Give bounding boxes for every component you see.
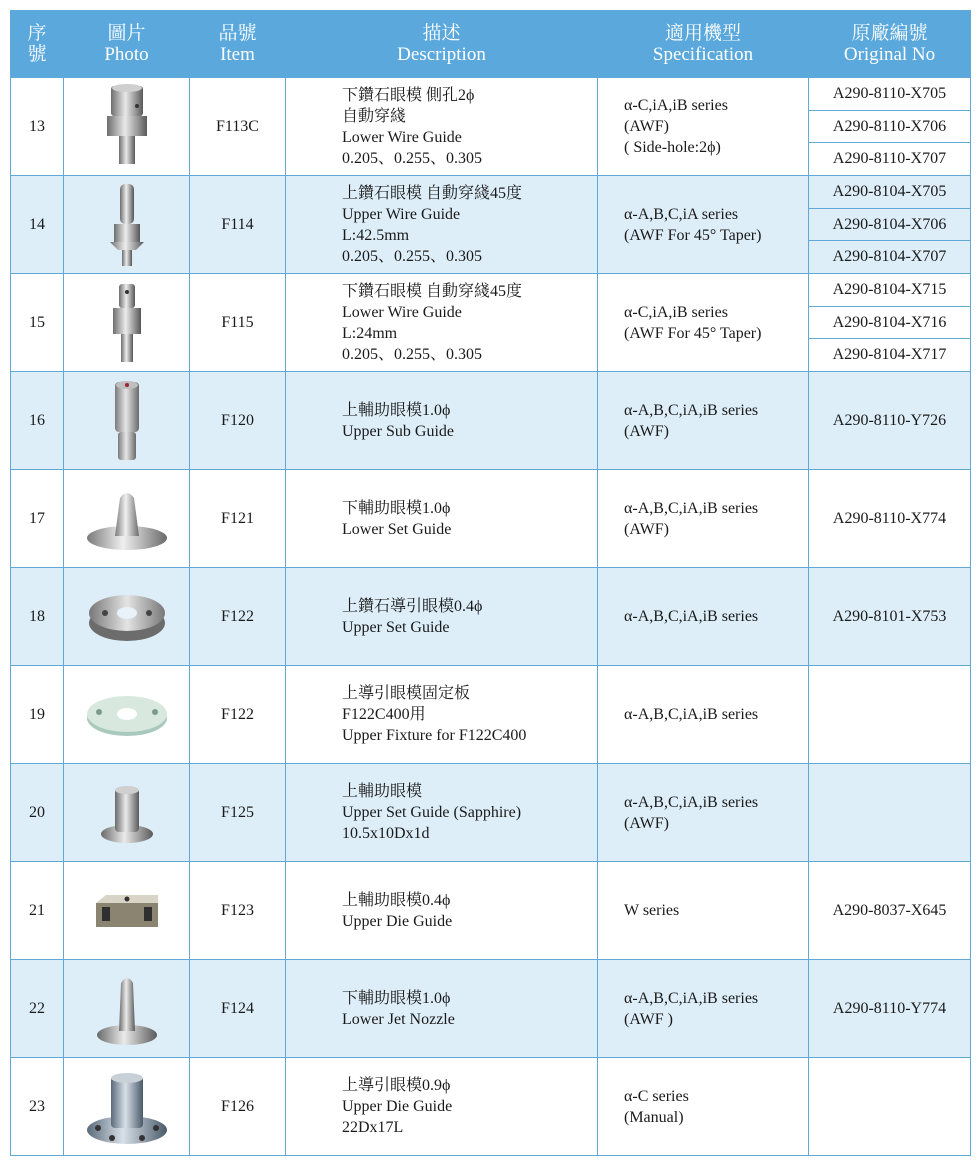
lower-wire-guide-45-photo (64, 274, 190, 372)
description-cell (286, 1058, 598, 1156)
specification-line: α-C,iA,iB series (624, 97, 728, 114)
original-number: A290-8110-X707 (832, 150, 947, 168)
original-number-stack (809, 274, 970, 371)
specification-line: α-A,B,C,iA,iB series (624, 706, 759, 723)
specification-cell (598, 568, 809, 666)
description-line: Upper Wire Guide (342, 205, 461, 223)
original-number-cell: A290-8037-X645 (809, 862, 971, 960)
description-cell (286, 274, 598, 372)
upper-die-guide-block-photo (64, 862, 190, 960)
specification-line: α-C series (624, 1087, 689, 1105)
original-number-cell: A290-8110-X774 (809, 470, 971, 568)
header-specification-en: Specification (652, 44, 754, 65)
specification-line: α-A,B,C,iA,iB series (624, 608, 759, 625)
specification-line: (AWF For 45° Taper) (624, 324, 762, 342)
original-number-cell: A290-8101-X753 (809, 568, 971, 666)
item-code: F122 (190, 568, 286, 666)
specification-line: α-A,B,C,iA,iB series (624, 499, 759, 517)
original-number-cell: A290-8110-Y726 (809, 372, 971, 470)
header-description-en: Description (397, 44, 486, 65)
description-line: 上輔助眼模0.4ϕ (342, 891, 451, 909)
original-number: A290-8104-X716 (809, 307, 970, 340)
description-line: Lower Wire Guide (342, 303, 462, 321)
description-cell (286, 764, 598, 862)
original-number: A290-8104-X715 (809, 274, 970, 307)
specification-line: W series (624, 902, 680, 919)
item-code: F124 (190, 960, 286, 1058)
item-code: F125 (190, 764, 286, 862)
description-line: 下鑽石眼模 側孔2ϕ (342, 86, 475, 104)
parts-catalog-table (10, 10, 971, 1156)
row-number: 14 (11, 176, 64, 274)
description-line: Upper Die Guide (342, 1098, 453, 1115)
upper-wire-guide-45-photo (64, 176, 190, 274)
description-line: L:42.5mm (342, 226, 410, 244)
item-code: F114 (190, 176, 286, 274)
table-row (11, 470, 971, 568)
item-code: F122 (190, 666, 286, 764)
row-number: 22 (11, 960, 64, 1058)
specification-line: α-C,iA,iB series (624, 303, 728, 321)
header-original-en: Original No (843, 44, 936, 65)
original-number: A290-8104-X717 (832, 346, 947, 364)
catalog-body (11, 78, 971, 1156)
description-line: L:24mm (342, 324, 398, 342)
specification-cell (598, 176, 809, 274)
description-line: 下輔助眼模1.0ϕ (342, 989, 451, 1007)
original-number: A290-8104-X707 (832, 248, 947, 266)
description-line: 22Dx17L (342, 1119, 404, 1136)
header-photo-zh: 圖片 (107, 23, 146, 44)
original-number-cell (809, 764, 971, 862)
upper-die-guide-flange-photo (64, 1058, 190, 1156)
original-number: A290-8110-X706 (809, 111, 970, 144)
header-description (286, 11, 598, 78)
lower-wire-guide-side-hole-photo (64, 78, 190, 176)
description-line: 0.205、0.255、0.305 (342, 247, 483, 265)
specification-cell (598, 862, 809, 960)
table-row (11, 274, 971, 372)
header-no-zh2: 號 (27, 44, 47, 65)
upper-set-guide-photo (64, 568, 190, 666)
description-cell (286, 470, 598, 568)
description-line: 上輔助眼模 (342, 783, 423, 800)
specification-line: α-A,B,C,iA,iB series (624, 793, 759, 811)
specification-line: (AWF) (624, 118, 669, 135)
original-number-cell: A290-8110-Y774 (809, 960, 971, 1058)
header-item (190, 11, 286, 78)
description-cell (286, 666, 598, 764)
specification-line: (AWF) (624, 422, 669, 440)
original-number-cell (809, 78, 971, 176)
specification-cell (598, 470, 809, 568)
specification-cell (598, 764, 809, 862)
description-line: 上輔助眼模1.0ϕ (342, 401, 451, 419)
header-no (11, 11, 64, 78)
table-row (11, 764, 971, 862)
header-photo (64, 11, 190, 78)
header-specification-zh: 適用機型 (664, 23, 741, 44)
description-line: Upper Sub Guide (342, 422, 454, 440)
description-cell (286, 372, 598, 470)
row-number: 16 (11, 372, 64, 470)
specification-line: (AWF) (624, 814, 669, 832)
description-line: Lower Wire Guide (342, 128, 462, 146)
specification-line: α-A,B,C,iA,iB series (624, 989, 759, 1007)
specification-cell (598, 274, 809, 372)
upper-fixture-photo (64, 666, 190, 764)
header-item-zh: 品號 (218, 23, 257, 44)
table-row (11, 862, 971, 960)
description-cell (286, 862, 598, 960)
original-number-cell (809, 1058, 971, 1156)
description-line: F122C400用 (342, 706, 426, 723)
specification-line: α-A,B,C,iA,iB series (624, 401, 759, 419)
original-number-stack (809, 176, 970, 273)
description-line: Upper Die Guide (342, 912, 453, 930)
row-number: 15 (11, 274, 64, 372)
header-item-en: Item (220, 44, 255, 65)
description-line: 上導引眼模固定板 (342, 685, 471, 702)
specification-cell (598, 960, 809, 1058)
description-line: 0.205、0.255、0.305 (342, 149, 483, 167)
header-no-zh: 序 (27, 23, 47, 44)
specification-cell (598, 666, 809, 764)
specification-line: (AWF) (624, 520, 669, 538)
header-photo-en: Photo (104, 44, 149, 65)
specification-cell (598, 372, 809, 470)
item-code: F121 (190, 470, 286, 568)
lower-jet-nozzle-photo (64, 960, 190, 1058)
description-line: Lower Jet Nozzle (342, 1010, 455, 1028)
description-line: Upper Set Guide (Sapphire) (342, 804, 522, 821)
header-original-no (809, 11, 971, 78)
table-row (11, 568, 971, 666)
description-line: 上導引眼模0.9ϕ (342, 1077, 451, 1094)
description-line: Lower Set Guide (342, 520, 452, 538)
lower-set-guide-photo (64, 470, 190, 568)
item-code: F113C (190, 78, 286, 176)
description-line: 上鑽石導引眼模0.4ϕ (342, 597, 483, 615)
header-description-zh: 描述 (422, 23, 461, 44)
table-row (11, 666, 971, 764)
table-row (11, 372, 971, 470)
description-cell (286, 78, 598, 176)
original-number-cell (809, 176, 971, 274)
header-specification (598, 11, 809, 78)
upper-sub-guide-photo (64, 372, 190, 470)
description-line: 下鑽石眼模 自動穿綫45度 (342, 282, 523, 300)
description-line: 10.5x10Dx1d (342, 825, 430, 842)
original-number-cell (809, 666, 971, 764)
description-line: 下輔助眼模1.0ϕ (342, 499, 451, 517)
original-number-cell (809, 274, 971, 372)
specification-line: (AWF For 45° Taper) (624, 226, 762, 244)
row-number: 18 (11, 568, 64, 666)
original-number-stack (809, 78, 970, 175)
original-number: A290-8104-X705 (809, 176, 970, 209)
table-row (11, 960, 971, 1058)
row-number: 19 (11, 666, 64, 764)
row-number: 23 (11, 1058, 64, 1156)
description-cell (286, 960, 598, 1058)
row-number: 21 (11, 862, 64, 960)
row-number: 13 (11, 78, 64, 176)
description-line: 0.205、0.255、0.305 (342, 345, 483, 363)
item-code: F120 (190, 372, 286, 470)
specification-line: ( Side-hole:2ϕ) (624, 139, 721, 156)
original-number: A290-8104-X706 (809, 209, 970, 242)
description-line: 自動穿綫 (342, 107, 407, 125)
header-original-zh: 原廠編號 (851, 23, 928, 44)
description-cell (286, 176, 598, 274)
specification-line: α-A,B,C,iA series (624, 205, 739, 223)
description-line: 上鑽石眼模 自動穿綫45度 (342, 184, 523, 202)
item-code: F115 (190, 274, 286, 372)
table-row (11, 78, 971, 176)
table-row (11, 176, 971, 274)
original-number: A290-8110-X705 (809, 78, 970, 111)
specification-line: (AWF ) (624, 1010, 673, 1028)
specification-line: (Manual) (624, 1108, 684, 1126)
header-row (11, 11, 971, 78)
description-line: Upper Set Guide (342, 618, 450, 636)
item-code: F126 (190, 1058, 286, 1156)
row-number: 20 (11, 764, 64, 862)
specification-cell (598, 78, 809, 176)
row-number: 17 (11, 470, 64, 568)
upper-set-guide-sapphire-photo (64, 764, 190, 862)
specification-cell (598, 1058, 809, 1156)
item-code: F123 (190, 862, 286, 960)
description-cell (286, 568, 598, 666)
table-row (11, 1058, 971, 1156)
description-line: Upper Fixture for F122C400 (342, 727, 527, 744)
